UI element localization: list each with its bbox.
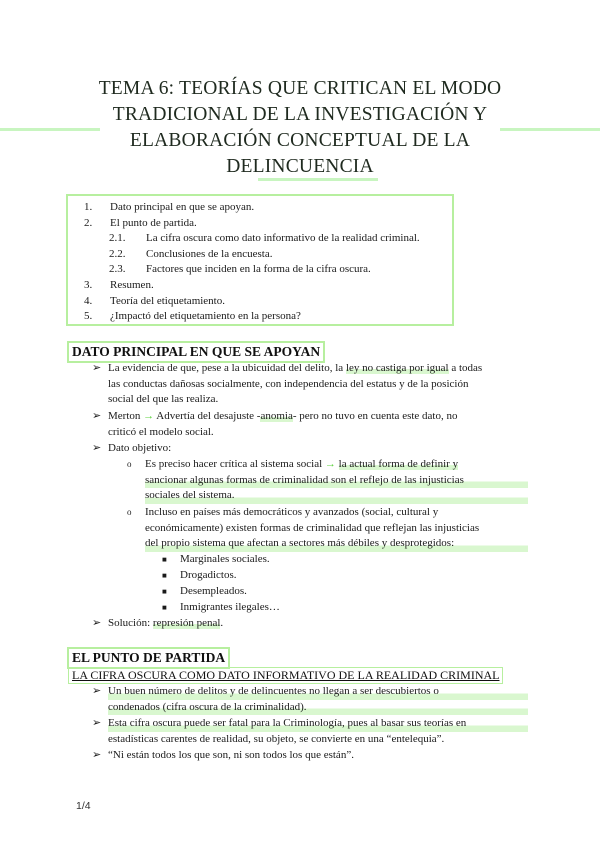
title-line: DELINCUENCIA <box>226 156 374 177</box>
square-bullet-icon: ■ <box>162 603 167 612</box>
text-line: económicamente) existen formas de criminalidad que reflejan las injusticias <box>145 521 480 534</box>
bullet-paragraph <box>108 361 528 408</box>
toc-number: 2. <box>84 216 93 229</box>
highlighted-line: sancionar algunas formas de criminalidad son el reflejo de las injusticias <box>145 473 528 489</box>
section-heading-punto-partida: EL PUNTO DE PARTIDA <box>67 647 230 669</box>
highlighted-line: Un buen número de delitos y de delincuentes no llegan a ser descubiertos o <box>108 684 528 700</box>
toc-item <box>68 200 452 216</box>
page-title <box>40 76 560 180</box>
highlighted-text: represión penal <box>152 617 221 629</box>
title-line: TEMA 6: TEORÍAS QUE CRITICAN EL MODO <box>98 78 502 99</box>
text-run: Es preciso hacer crítica al sistema social <box>145 458 323 470</box>
toc-item <box>68 216 452 232</box>
toc-number: 2.1. <box>109 232 126 245</box>
list-item: Inmigrantes ilegales… <box>180 601 280 613</box>
text-run: Solución: <box>108 617 153 629</box>
text-run: a todas <box>448 362 483 374</box>
toc-text: ¿Impactó del etiquetamiento en la persona? <box>110 310 301 323</box>
toc-text: Conclusiones de la encuesta. <box>146 247 273 260</box>
highlighted-line: condenados (cifra oscura de la criminalidad). <box>108 700 528 716</box>
bullet-paragraph <box>108 716 528 747</box>
toc-text: El punto de partida. <box>110 216 197 229</box>
arrow-bullet-icon: ➢ <box>92 362 102 374</box>
text-run: Merton <box>108 410 141 422</box>
highlighted-text: la actual forma de definir y <box>338 458 459 470</box>
toc-number: 1. <box>84 201 93 213</box>
section-heading-dato-principal: DATO PRINCIPAL EN QUE SE APOYAN <box>67 341 325 363</box>
title-line: ELABORACIÓN CONCEPTUAL DE LA <box>129 130 471 151</box>
right-arrow-icon: → <box>143 410 155 422</box>
list-item: Drogadictos. <box>180 569 237 581</box>
highlighted-line: del propio sistema que afectan a sectores más débiles y desprotegidos: <box>145 536 528 552</box>
bullet-paragraph <box>108 684 528 715</box>
highlighted-text: ley no castiga por igual <box>345 362 449 374</box>
text-line: estadísticas carentes de realidad, su objeto, se convierte en una “entelequia”. <box>108 732 445 745</box>
sub-bullet-paragraph <box>145 505 528 552</box>
toc-number: 5. <box>84 310 93 323</box>
text-run: Advertía del desajuste - <box>156 410 261 422</box>
toc-text: Dato principal en que se apoyan. <box>110 201 255 213</box>
toc-text: Teoría del etiquetamiento. <box>110 294 225 307</box>
toc-text: Factores que inciden en la forma de la cifra oscura. <box>146 263 371 276</box>
square-bullet-icon: ■ <box>162 555 167 564</box>
square-bullet-icon: ■ <box>162 571 167 580</box>
toc-item <box>68 247 452 263</box>
arrow-bullet-icon: ➢ <box>92 617 102 629</box>
circle-bullet-icon: o <box>127 459 132 469</box>
highlighted-line: sociales del sistema. <box>145 488 528 504</box>
square-bullet-icon: ■ <box>162 587 167 596</box>
toc-number: 4. <box>84 294 93 307</box>
toc-item <box>68 309 452 325</box>
text-run: . <box>220 617 224 629</box>
bullet-paragraph <box>108 409 528 440</box>
arrow-bullet-icon: ➢ <box>92 410 102 422</box>
arrow-bullet-icon: ➢ <box>92 749 102 761</box>
toc-text: La cifra oscura como dato informativo de la realidad criminal. <box>146 232 420 245</box>
toc-text: Resumen. <box>110 278 154 291</box>
arrow-bullet-icon: ➢ <box>92 442 102 454</box>
toc-item <box>68 262 452 278</box>
sub-bullet-paragraph <box>145 457 528 504</box>
right-arrow-icon: → <box>324 458 336 470</box>
text-run: - pero no tuvo en cuenta este dato, no <box>292 410 458 422</box>
bullet-paragraph <box>108 616 528 632</box>
text-line: Incluso en países más democráticos y avanzados (social, cultural y <box>145 506 439 518</box>
list-item: Desempleados. <box>180 585 247 597</box>
text-line: las conductas dañosas socialmente, con independencia del estatus y de la posición <box>108 377 469 390</box>
highlighted-text: anomia <box>260 410 293 422</box>
circle-bullet-icon: o <box>127 507 132 517</box>
table-of-contents <box>66 194 454 326</box>
arrow-bullet-icon: ➢ <box>92 685 102 697</box>
text-line: criticó el modelo social. <box>108 425 214 438</box>
toc-number: 2.3. <box>109 263 126 276</box>
text-line: social del que las realiza. <box>108 393 219 406</box>
subsection-heading-cifra-oscura: LA CIFRA OSCURA COMO DATO INFORMATIVO DE LA REALIDAD CRIMINAL <box>68 667 503 684</box>
toc-item <box>68 231 452 247</box>
toc-item <box>68 294 452 310</box>
title-line: TRADICIONAL DE LA INVESTIGACIÓN Y <box>112 104 488 125</box>
bullet-text: “Ni están todos los que son, ni son todos los que están”. <box>108 749 354 761</box>
highlighted-line: Esta cifra oscura puede ser fatal para la Criminología, pues al basar sus teorías en <box>108 716 528 732</box>
bullet-text: Dato objetivo: <box>108 442 172 454</box>
toc-number: 3. <box>84 278 93 291</box>
toc-item <box>68 278 452 294</box>
page-number: 1/4 <box>76 800 91 812</box>
list-item: Marginales sociales. <box>180 553 270 565</box>
text-run: La evidencia de que, pese a la ubicuidad del delito, la <box>108 362 346 374</box>
arrow-bullet-icon: ➢ <box>92 717 102 729</box>
toc-number: 2.2. <box>109 247 126 260</box>
